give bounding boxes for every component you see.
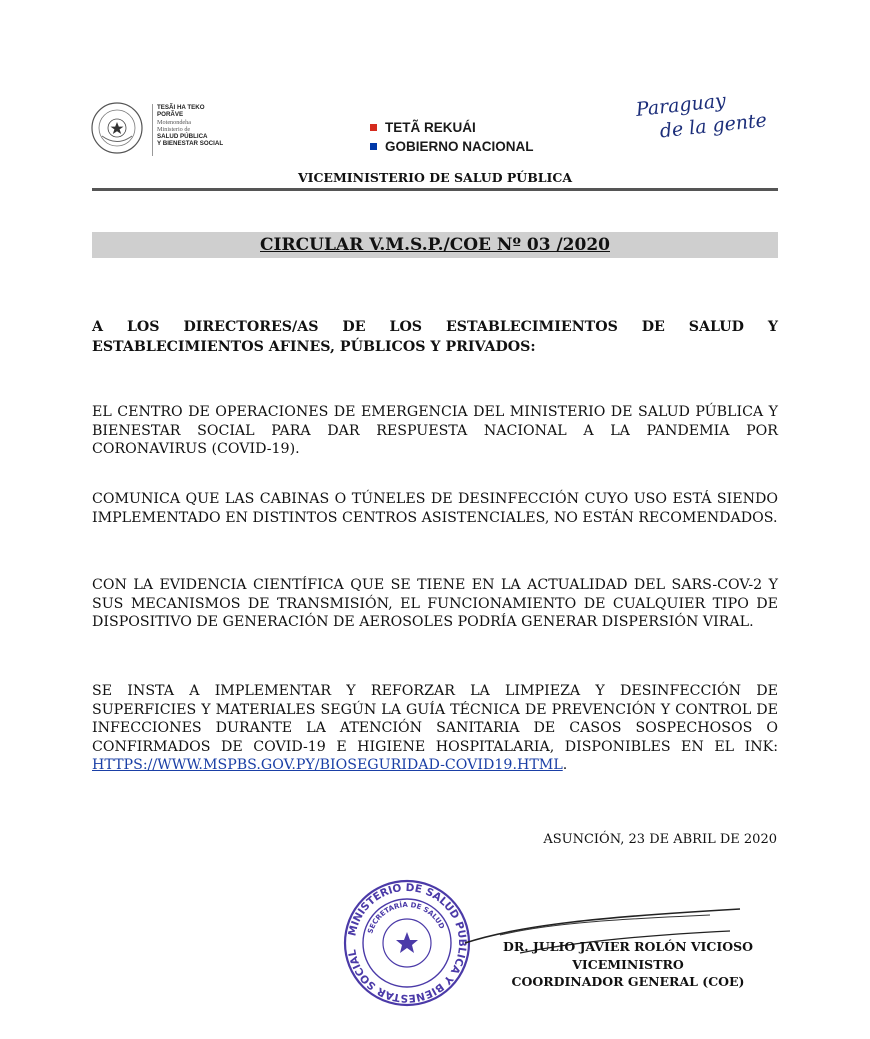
gov-line-1: TETÃ REKUÁI <box>385 120 476 135</box>
signer-title-1: VICEMINISTRO <box>572 956 684 972</box>
paragraph-4-text: SE INSTA A IMPLEMENTAR Y REFORZAR LA LIMPIEZA Y DESINFECCIÓN DE SUPERFICIES Y MATERIALES SEGÚN LA GUÍA TÉCNICA DE PREVENCIÓN Y CONTROL DE INFECCIONES DURANTE LA ATENCIÓN SANITARIA DE CASOS SOSPECHOSOS O CONFIRMADOS DE COVID-19 E HIGIENE HOSPITALARIA, DISPONIBLES EN EL INK: <box>92 683 778 755</box>
bioseguridad-link[interactable]: HTTPS://WWW.MSPBS.GOV.PY/BIOSEGURIDAD-COVID19.HTML <box>92 757 563 774</box>
header-divider <box>152 104 153 156</box>
signer-name: DR. JULIO JAVIER ROLÓN VICIOSO <box>502 939 754 954</box>
slogan-line-1: Paraguay <box>634 89 727 121</box>
ministry-line: Y BIENESTAR SOCIAL <box>157 140 224 148</box>
slogan-line-2: de la gente <box>658 109 768 143</box>
official-stamp-icon <box>342 878 472 1008</box>
ministry-line: Ministerio de <box>157 125 191 133</box>
signature-block <box>478 938 778 991</box>
paragraph-1: EL CENTRO DE OPERACIONES DE EMERGENCIA DEL MINISTERIO DE SALUD PÚBLICA Y BIENESTAR SOCIAL PARA DAR RESPUESTA NACIONAL A LA PANDEMIA POR CORONAVIRUS (COVID-19). <box>92 404 778 458</box>
signer-title-2: COORDINADOR GENERAL (COE) <box>511 974 745 989</box>
paragraph-2: COMUNICA QUE LAS CABINAS O TÚNELES DE DESINFECCIÓN CUYO USO ESTÁ SIENDO IMPLEMENTADO EN DISTINTOS CENTROS ASISTENCIALES, NO ESTÁN RECOMENDADOS. <box>92 491 778 526</box>
paragraph-3: CON LA EVIDENCIA CIENTÍFICA QUE SE TIENE EN LA ACTUALIDAD DEL SARS-COV-2 Y SUS MECANISMOS DE TRANSMISIÓN, EL FUNCIONAMIENTO DE CUALQUIER TIPO DE DISPOSITIVO DE GENERACIÓN DE AEROSOLES PODRÍA GENERAR DISPERSIÓN VIRAL. <box>92 577 778 631</box>
viceministry-title: VICEMINISTERIO DE SALUD PÚBLICA <box>297 170 573 185</box>
slogan-logo <box>634 89 768 146</box>
ministry-line: Motenondeha <box>157 118 192 126</box>
ministry-line: SALUD PÚBLICA <box>157 133 208 141</box>
gov-line-2: GOBIERNO NACIONAL <box>385 139 534 154</box>
ministry-line: TESÃI HA TEKO <box>157 104 205 111</box>
addressee: A LOS DIRECTORES/AS DE LOS ESTABLECIMIENTOS DE SALUD Y ESTABLECIMIENTOS AFINES, PÚBLICOS Y PRIVADOS: <box>92 319 778 355</box>
stamp-inner-text: SECRETARÍA DE SALUD <box>366 900 446 935</box>
blue-square-icon <box>370 143 377 150</box>
paragraph-4 <box>92 682 778 775</box>
stamp-outer-text: MINISTERIO DE SALUD PÚBLICA Y BIENESTAR SOCIAL <box>346 881 469 1005</box>
ministry-wordmark <box>157 104 223 148</box>
red-square-icon <box>370 124 377 131</box>
government-wordmark <box>370 118 534 156</box>
paragraph-4-end: . <box>562 757 568 774</box>
paraguay-seal-icon <box>90 101 144 155</box>
circular-title: CIRCULAR V.M.S.P./COE Nº 03 /2020 <box>260 235 610 255</box>
ministry-line: PORÃVE <box>157 111 184 119</box>
date-line: ASUNCIÓN, 23 DE ABRIL DE 2020 <box>543 832 777 847</box>
header-rule <box>92 188 778 191</box>
svg-text:SECRETARÍA DE SALUD <box>366 900 446 934</box>
